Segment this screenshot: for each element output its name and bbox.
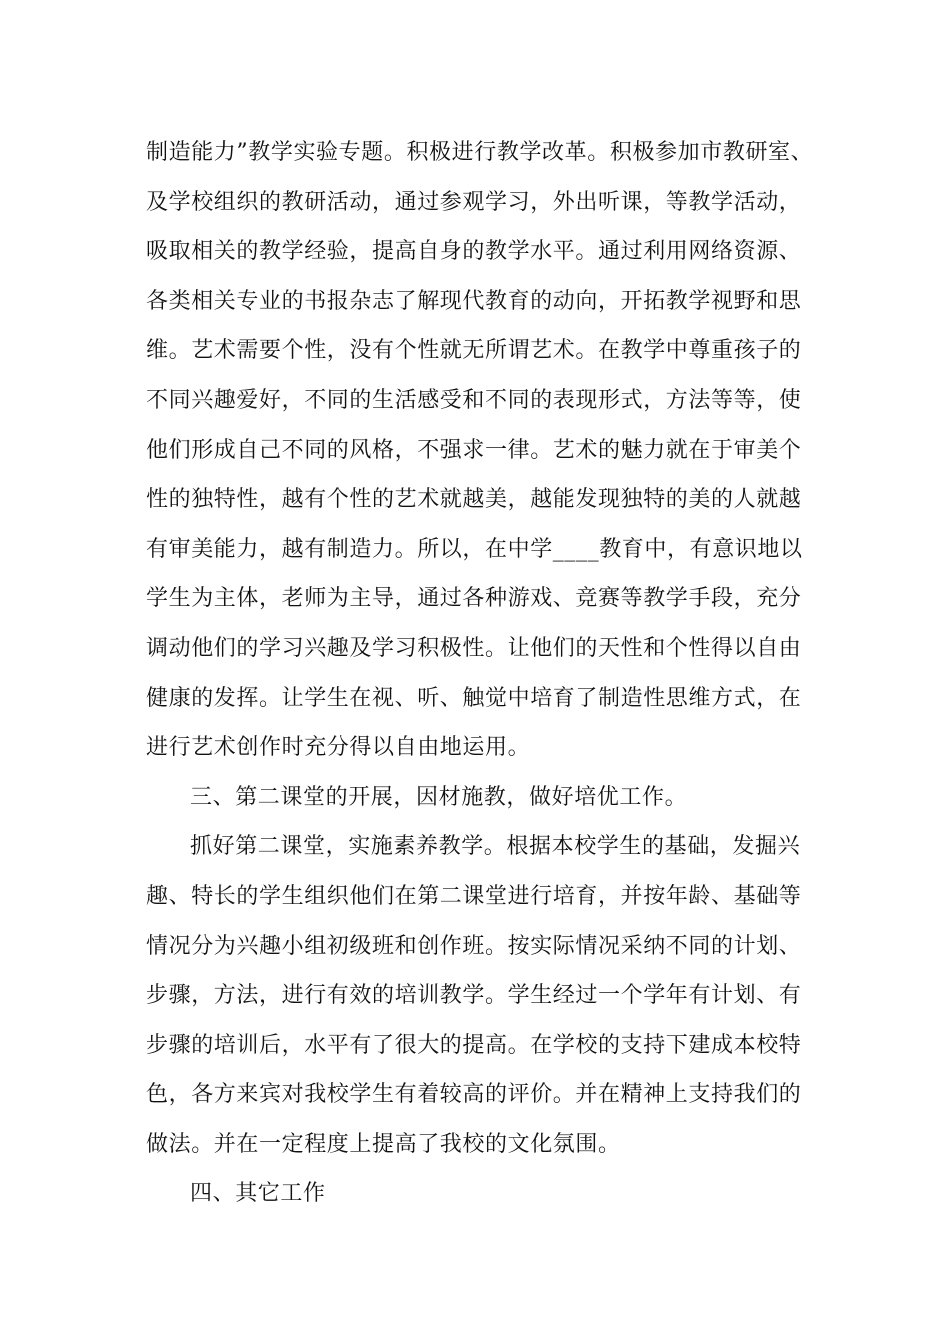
text-line: 制造能力”教学实验专题。积极进行教学改革。积极参加市教研室、 (146, 140, 814, 165)
text-line: 色，各方来宾对我校学生有着较高的评价。并在精神上支持我们的 (146, 1082, 802, 1108)
text-line: 他们形成自己不同的风格，不强求一律。艺术的魅力就在于审美个 (146, 437, 802, 463)
document-body (146, 128, 826, 1219)
text-line: 健康的发挥。让学生在视、听、触觉中培育了制造性思维方式，在 (146, 685, 802, 711)
text-line: 学生为主体，老师为主导，通过各种游戏、竞赛等教学手段，充分 (146, 586, 802, 612)
text-line: 各类相关专业的书报杂志了解现代教育的动向，开拓教学视野和思 (146, 288, 802, 314)
text-line: 进行艺术创作时充分得以自由地运用。 (146, 735, 531, 761)
text-line: 调动他们的学习兴趣及学习积极性。让他们的天性和个性得以自由 (146, 635, 802, 661)
text-line: 步骤的培训后，水平有了很大的提高。在学校的支持下建成本校特 (146, 1032, 802, 1058)
text-line: 做法。并在一定程度上提高了我校的文化氛围。 (146, 1131, 621, 1157)
text-line: 不同兴趣爱好，不同的生活感受和不同的表现形式，方法等等，使 (146, 387, 802, 413)
text-line: 有审美能力，越有制造力。所以，在中学____教育中，有意识地以 (146, 536, 803, 562)
text-line: 步骤，方法，进行有效的培训教学。学生经过一个学年有计划、有 (146, 983, 802, 1009)
text-line: 性的独特性，越有个性的艺术就越美，越能发现独特的美的人就越 (146, 487, 802, 513)
text-line: 维。艺术需要个性，没有个性就无所谓艺术。在教学中尊重孩子的 (146, 338, 802, 364)
text-line: 及学校组织的教研活动，通过参观学习，外出听课，等教学活动， (146, 189, 802, 215)
text-line: 吸取相关的教学经验，提高自身的教学水平。通过利用网络资源、 (146, 239, 802, 265)
section-heading-3: 三、第二课堂的开展，因材施教，做好培优工作。 (190, 784, 688, 810)
text-line: 抓好第二课堂，实施素养教学。根据本校学生的基础，发掘兴 (190, 834, 801, 860)
text-line: 趣、特长的学生组织他们在第二课堂进行培育，并按年龄、基础等 (146, 883, 802, 909)
text-line: 情况分为兴趣小组初级班和创作班。按实际情况采纳不同的计划、 (146, 933, 802, 959)
section-heading-4: 四、其它工作 (190, 1181, 326, 1207)
